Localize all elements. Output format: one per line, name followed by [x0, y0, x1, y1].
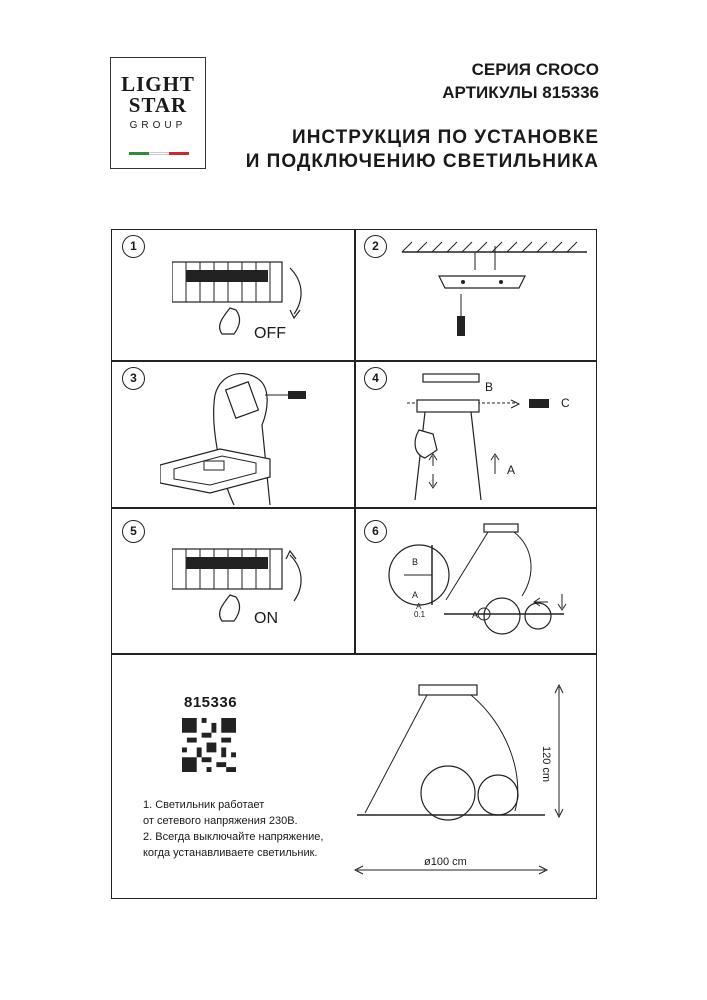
step-4-label-a: A [507, 463, 516, 477]
grid-divider-vertical [354, 230, 356, 654]
step-4-label-b: B [485, 380, 494, 394]
instruction-title-line-2: И ПОДКЛЮЧЕНИЮ СВЕТИЛЬНИКА [245, 151, 599, 172]
note-line-4: когда устанавливаете светильник. [143, 847, 318, 859]
note-line-3: 2. Всегда выключайте напряжение, [143, 831, 324, 843]
step-2-ceiling-bracket-illustration [397, 236, 587, 351]
grid-divider-row-3 [112, 653, 596, 655]
grid-divider-row-1 [112, 360, 596, 362]
articles-title: АРТИКУЛЫ 815336 [442, 83, 599, 102]
qr-code-icon [182, 718, 236, 772]
logo-line-3: GROUP [129, 120, 187, 131]
brand-logo [110, 57, 206, 169]
step-1-breaker-off-illustration [172, 248, 332, 343]
step-5-number: 5 [122, 520, 145, 543]
step-6-detail-label-b: B [412, 557, 419, 567]
grid-divider-row-2 [112, 507, 596, 509]
step-6-detail-label-a: A [412, 590, 419, 600]
step-6-detail-label-a2: 0.1 [414, 610, 426, 619]
step-5-on-label: ON [254, 610, 278, 627]
logo-line-2: STAR [128, 93, 188, 117]
step-6-glass-shade-assembly-illustration [384, 520, 594, 650]
step-6-detail-label-a1: A [416, 602, 422, 611]
diameter-dimension-label: ø100 cm [424, 856, 467, 868]
step-1-off-label: OFF [254, 325, 286, 342]
italian-flag-icon [129, 152, 189, 155]
step-4-label-c: C [561, 396, 570, 410]
note-line-1: 1. Светильник работает [143, 799, 265, 811]
note-line-2: от сетевого напряжения 230В. [143, 815, 298, 827]
height-dimension-label: 120 cm [540, 746, 552, 783]
step-2-number: 2 [364, 235, 387, 258]
instruction-grid [111, 229, 597, 899]
luminaire-dimension-drawing [347, 675, 572, 885]
step-6-number: 6 [364, 520, 387, 543]
step-3-number: 3 [122, 367, 145, 390]
article-number: 815336 [184, 694, 238, 711]
step-6-label-a: A [472, 610, 479, 620]
instruction-title-line-1: ИНСТРУКЦИЯ ПО УСТАНОВКЕ [292, 127, 599, 148]
logo-line-1: LIGHT [121, 72, 195, 96]
step-4-number: 4 [364, 367, 387, 390]
installation-notes [143, 797, 323, 861]
series-title: СЕРИЯ CROCO [471, 60, 599, 79]
step-1-number: 1 [122, 235, 145, 258]
step-5-breaker-on-illustration [172, 535, 332, 630]
step-3-junction-box-illustration [160, 365, 350, 505]
